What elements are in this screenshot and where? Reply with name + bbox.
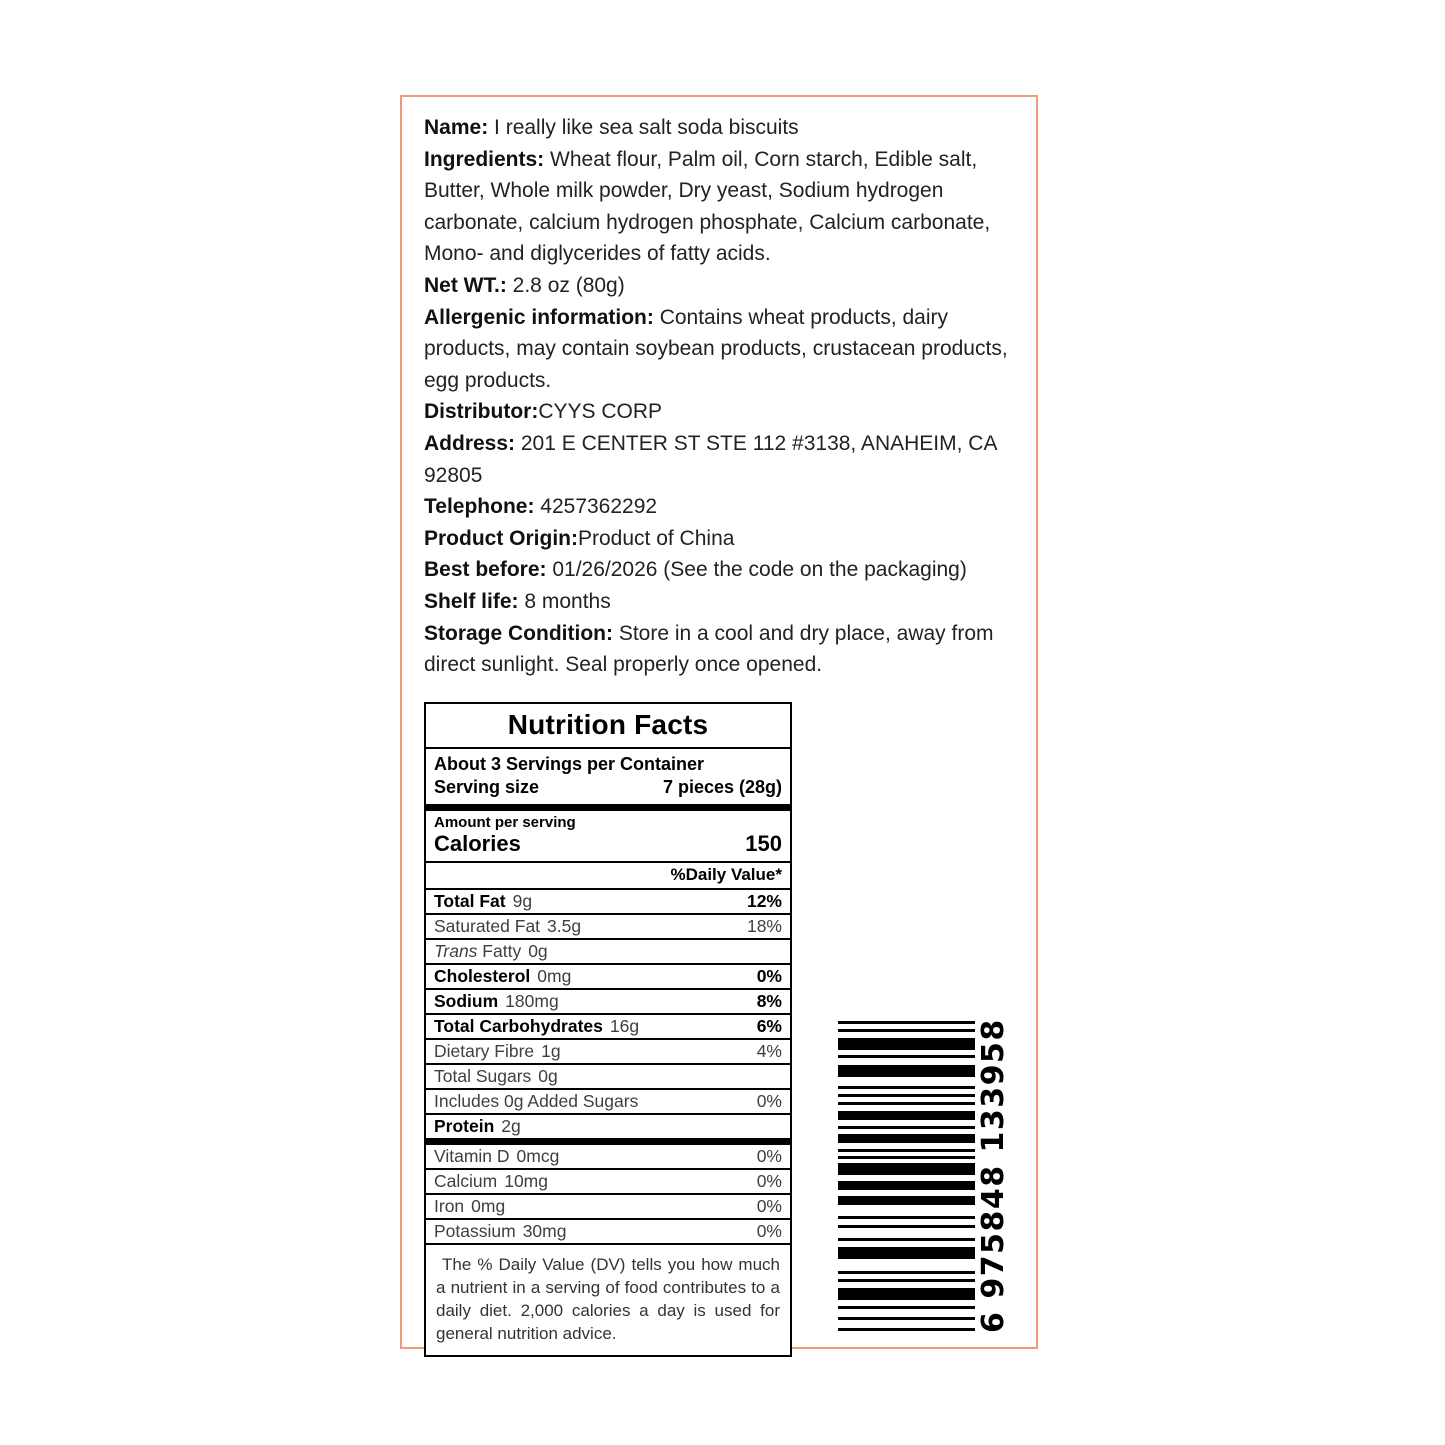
info-line: [424, 428, 1018, 491]
nutrient-row: [426, 1145, 790, 1168]
thick-separator: [426, 1138, 790, 1145]
barcode-number: 6 975848 133958: [976, 1018, 1011, 1333]
info-label: Net WT.:: [424, 273, 507, 297]
info-line: [424, 112, 1018, 144]
nutrient-pct: 18%: [746, 916, 782, 936]
nutrient-row: [426, 1168, 790, 1193]
nutrient-amount: 3.5g: [547, 916, 582, 936]
nutrient-name: Total Carbohydrates: [434, 1016, 603, 1036]
daily-value-header: %Daily Value*: [426, 861, 790, 888]
nutrient-row: [426, 963, 790, 988]
calories-section: [426, 811, 790, 861]
nutrient-pct: 0%: [756, 966, 782, 986]
nutrient-row: [426, 1113, 790, 1138]
barcode-bar: [838, 1328, 975, 1331]
nutrient-name: Potassium: [434, 1221, 516, 1241]
nutrient-pct: 12%: [746, 891, 782, 911]
nutrient-row: [426, 913, 790, 938]
nutrient-name: Calcium: [434, 1171, 498, 1191]
nutrient-amount: 0mg: [471, 1196, 506, 1216]
micronutrient-rows: [426, 1145, 790, 1243]
info-label: Telephone:: [424, 495, 535, 519]
info-text: 201 E CENTER ST STE 112 #3138, ANAHEIM, CA 92805: [424, 431, 997, 487]
info-line: [424, 491, 1018, 523]
nutrient-row: [426, 1218, 790, 1243]
nutrient-row: [426, 1063, 790, 1088]
info-text: Store in a cool and dry place, away from direct sunlight. Seal properly once opened.: [424, 621, 994, 677]
nutrient-amount: 0g: [528, 941, 548, 961]
barcode-bar: [838, 1065, 975, 1077]
amount-per-serving-label: Amount per serving: [434, 814, 576, 831]
info-label: Product Origin:: [424, 526, 578, 550]
nutrient-pct: 0%: [756, 1221, 782, 1241]
nutrient-amount: 16g: [609, 1016, 640, 1036]
info-line: [424, 302, 1018, 397]
info-text: Wheat flour, Palm oil, Corn starch, Edible salt, Butter, Whole milk powder, Dry yeast, Sodium hydrogen carbonate, calcium hydrogen phosphate, Calcium carbonate, Mono- and diglycerides of fatty acids.: [424, 147, 991, 266]
nutrient-name: Total Sugars: [434, 1066, 532, 1086]
info-line: [424, 523, 1018, 555]
info-label: Address:: [424, 431, 516, 455]
info-text: I really like sea salt soda biscuits: [488, 116, 799, 139]
barcode-number-wrap: [976, 1018, 1011, 1333]
info-line: [424, 396, 1018, 428]
info-text: 4257362292: [534, 495, 658, 519]
nutrient-name: Dietary Fibre: [434, 1041, 535, 1061]
barcode-bar: [838, 1196, 975, 1205]
nutrient-amount: 0mg: [537, 966, 572, 986]
nutrient-amount: 2g: [501, 1116, 521, 1136]
nutrient-name: Protein: [434, 1116, 495, 1136]
nutrient-amount: 1g: [541, 1041, 561, 1061]
nutrient-row: [426, 1013, 790, 1038]
info-text: 8 months: [518, 589, 611, 613]
nutrient-amount: 0mcg: [516, 1146, 560, 1166]
nutrient-name: Cholesterol: [434, 966, 531, 986]
info-label: Name:: [424, 116, 489, 139]
calories-label: Calories: [434, 831, 521, 856]
info-label: Allergenic information:: [424, 305, 654, 329]
barcode-bar: [838, 1288, 975, 1300]
nutrient-pct: 4%: [756, 1041, 782, 1061]
barcode-bar: [838, 1163, 975, 1175]
nutrient-pct: 0%: [756, 1091, 782, 1111]
nutrient-name: Iron: [434, 1196, 465, 1216]
nutrient-rows: [426, 888, 790, 1138]
nutrient-row: [426, 1193, 790, 1218]
nutrient-name: Sodium: [434, 991, 499, 1011]
nutrient-name: Saturated Fat: [434, 916, 541, 936]
nutrient-pct: 8%: [756, 991, 782, 1011]
calories-row: [434, 831, 782, 857]
nutrition-facts-panel: [424, 702, 792, 1357]
calories-value: 150: [745, 831, 782, 856]
barcode-bar: [838, 1111, 975, 1120]
product-label: [400, 95, 1038, 1349]
nutrient-row: [426, 988, 790, 1013]
info-line: [424, 144, 1018, 270]
barcode-bar: [838, 1181, 975, 1190]
info-label: Ingredients:: [424, 147, 545, 171]
nutrient-row: [426, 1038, 790, 1063]
info-line: [424, 554, 1018, 586]
nutrition-title: Nutrition Facts: [507, 709, 709, 740]
serving-size-value: 7 pieces (28g): [662, 777, 782, 797]
info-label: Best before:: [424, 558, 547, 582]
barcode-bar: [838, 1038, 975, 1050]
barcode: [838, 1018, 1011, 1333]
nutrient-amount: 30mg: [522, 1221, 567, 1241]
nutrient-name: Includes 0g Added Sugars: [434, 1091, 639, 1111]
nutrient-amount: 10mg: [504, 1171, 548, 1191]
nutrient-amount: 0g: [538, 1066, 558, 1086]
nutrient-pct: 0%: [756, 1146, 782, 1166]
serving-size-row: [434, 776, 782, 799]
info-line: [424, 270, 1018, 302]
nutrient-row: [426, 888, 790, 913]
barcode-bars: [838, 1021, 975, 1331]
info-text: Product of China: [578, 526, 735, 550]
info-label: Shelf life:: [424, 589, 519, 613]
nutrient-name: Trans Fatty: [434, 941, 522, 961]
info-line: [424, 586, 1018, 618]
servings-per-container: About 3 Servings per Container: [434, 754, 705, 774]
info-label: Storage Condition:: [424, 621, 613, 645]
daily-value-footnote: The % Daily Value (DV) tells you how much a nutrient in a serving of food contributes to a daily diet. 2,000 calories a day is used for general nutrition advice.: [426, 1243, 790, 1355]
info-text: 2.8 oz (80g): [506, 273, 625, 297]
nutrient-name: Vitamin D: [434, 1146, 510, 1166]
nutrient-pct: 0%: [756, 1171, 782, 1191]
thick-separator: [426, 804, 790, 811]
nutrient-pct: 6%: [756, 1016, 782, 1036]
serving-size-label: Serving size: [434, 777, 540, 797]
nutrient-amount: 9g: [512, 891, 533, 911]
info-text: Contains wheat products, dairy products, may contain soybean products, crustacean products, egg products.: [424, 305, 1008, 392]
product-info: [402, 97, 1036, 681]
barcode-bar: [838, 1247, 975, 1259]
nutrient-pct: 0%: [756, 1196, 782, 1216]
info-label: Distributor:: [424, 400, 539, 424]
nutrient-row: [426, 1088, 790, 1113]
barcode-bar: [838, 1134, 975, 1143]
nutrient-amount: 180mg: [505, 991, 559, 1011]
info-text: CYYS CORP: [538, 400, 663, 424]
info-line: [424, 618, 1018, 681]
servings-section: [426, 747, 790, 804]
nutrient-name: Total Fat: [434, 891, 506, 911]
nutrient-row: [426, 938, 790, 963]
info-text: 01/26/2026 (See the code on the packaging): [546, 558, 967, 582]
